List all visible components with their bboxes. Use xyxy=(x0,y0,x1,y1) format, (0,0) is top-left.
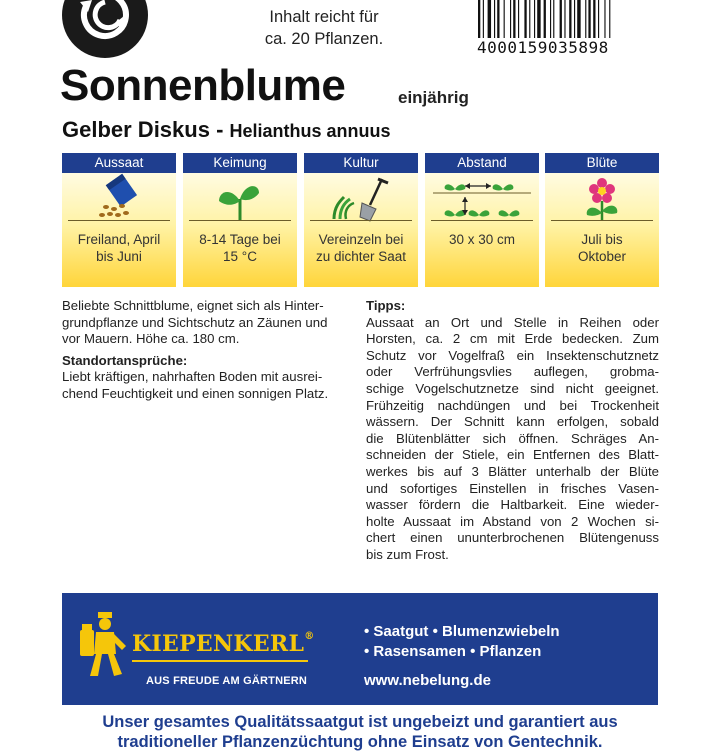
registered-mark: ® xyxy=(304,631,315,642)
info-box-bloom xyxy=(545,153,659,287)
kiepenkerl-figure-icon xyxy=(78,610,130,680)
tips-line: Schutz vor Vogelfraß ein Insektenschutznetz xyxy=(366,347,659,363)
yield-line: Inhalt reicht für xyxy=(269,8,379,26)
location-heading: Standortansprüche: xyxy=(62,352,188,368)
yield-line: ca. 20 Pflanzen. xyxy=(264,30,384,48)
info-box-line: 15 °C xyxy=(223,249,257,264)
info-box-text xyxy=(427,231,537,248)
info-box-line: Freiland, April xyxy=(77,232,161,247)
info-box-text xyxy=(547,231,657,265)
spade-icon xyxy=(304,173,418,223)
info-box-sowing xyxy=(62,153,176,287)
tips-line: und sofortiges Einstellen in frisches Vasen- xyxy=(366,480,659,496)
info-box-line: 30 x 30 cm xyxy=(448,232,516,247)
tips-line: bis zum Frost. xyxy=(366,546,449,562)
tips-line: oder Verfrühungsvlies auflegen, grobma- xyxy=(366,364,659,380)
yield-note xyxy=(248,6,400,50)
info-box-spacing xyxy=(425,153,539,287)
brand-slogan: AUS FREUDE AM GÄRTNERN xyxy=(146,675,308,687)
info-box-line: 8-14 Tage bei xyxy=(199,232,281,247)
tips-line: Frühzeitig nachdüngen und bei Trockenheit xyxy=(366,397,659,413)
variety-separator: - xyxy=(216,117,224,142)
brand-underline xyxy=(132,660,308,662)
info-box-line: bis Juni xyxy=(96,249,142,264)
description-line: grundpflanze und Sichtschutz an Zäunen und xyxy=(62,314,328,330)
quality-statement-line: Unser gesamtes Qualitätssaatgut ist ungebeizt und garantiert aus xyxy=(102,713,618,731)
description-line: vor Mauern. Höhe ca. 180 cm. xyxy=(62,331,240,347)
tips-line: wässern. Der Schnitt kann erfolgen, sobald xyxy=(366,414,659,430)
latin-name: Helianthus annuus xyxy=(229,121,391,141)
info-box-heading: Keimung xyxy=(183,153,297,173)
info-box-line: zu dichter Saat xyxy=(315,249,407,264)
website-link[interactable]: www.nebelung.de xyxy=(364,672,491,689)
product-categories-line: • Saatgut • Blumenzwiebeln xyxy=(364,623,560,640)
info-box-line: Oktober xyxy=(577,249,627,264)
tips-line: schneiden der Stiele, ein Entfernen des Blatt- xyxy=(366,447,659,463)
tips-heading: Tipps: xyxy=(366,298,406,313)
variety-line xyxy=(62,117,391,143)
tips-line: wasser fördern die Haltbarkeit. Eine wieder- xyxy=(366,497,659,513)
quality-statement xyxy=(62,712,658,752)
tips-line: Aussaat an Ort und Stelle in Reihen oder xyxy=(366,314,659,330)
variety-name: Gelber Diskus xyxy=(62,117,210,142)
info-box-line: Juli bis xyxy=(581,232,623,247)
tips-line: werkes bis auf 3 Blätter unterhalb der Blüte xyxy=(366,463,659,479)
product-categories xyxy=(364,622,560,662)
brand-name xyxy=(132,631,315,657)
seedling-icon xyxy=(183,173,297,223)
tips-line: die Blütenblätter sich öffnen. Schräges An- xyxy=(366,430,659,446)
barcode-number: 4000159035898 xyxy=(477,38,609,57)
seed-packet-icon xyxy=(62,173,176,223)
info-box-culture xyxy=(304,153,418,287)
tips-line: holte Aussaat im Abstand von 2 Wochen si- xyxy=(366,513,659,529)
quality-statement-line: traditioneller Pflanzenzüchtung ohne Einsatz von Gentechnik. xyxy=(117,733,603,751)
flower-icon xyxy=(545,173,659,223)
info-box-text xyxy=(306,231,416,265)
tips-line: Horsten, ca. 2 cm mit Erde bedecken. Zum xyxy=(366,331,659,347)
description-text xyxy=(62,298,358,348)
brand-name-text: KIEPENKERL xyxy=(132,631,305,657)
spacing-icon xyxy=(425,173,539,223)
product-title: Sonnenblume xyxy=(60,61,346,110)
tips-line: schige Vogelschutznetze sind nicht geeignet. xyxy=(366,380,659,396)
info-box-heading: Kultur xyxy=(304,153,418,173)
info-box-heading: Aussaat xyxy=(62,153,176,173)
description-line: Beliebte Schnittblume, eignet sich als Hinter- xyxy=(62,298,324,313)
info-box-heading: Abstand xyxy=(425,153,539,173)
product-categories-line: • Rasensamen • Pflanzen xyxy=(364,643,542,660)
tips-line: chert einen ununterbrochenen Blütengenuss xyxy=(366,530,659,546)
info-box-germination xyxy=(183,153,297,287)
description-section xyxy=(62,298,358,403)
description-line: chend Feuchtigkeit und einen sonnigen Platz. xyxy=(62,385,329,401)
tips-section xyxy=(366,298,659,564)
lifecycle-label: einjährig xyxy=(398,88,469,107)
barcode xyxy=(478,0,656,38)
info-box-line: Vereinzeln bei xyxy=(318,232,404,247)
recycling-logo-icon xyxy=(62,0,148,58)
info-box-text xyxy=(64,231,174,265)
info-box-heading: Blüte xyxy=(545,153,659,173)
info-box-text xyxy=(185,231,295,265)
description-line: Liebt kräftigen, nahrhaften Boden mit ausrei- xyxy=(62,369,323,385)
